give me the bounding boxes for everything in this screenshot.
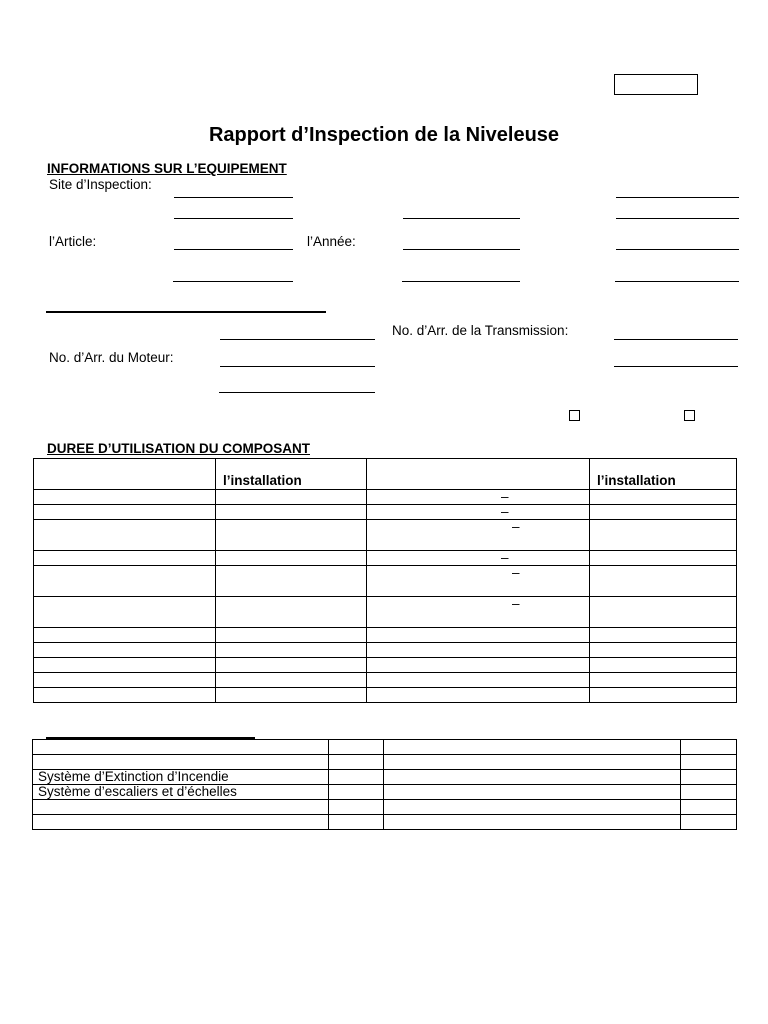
component-cell[interactable] (34, 643, 216, 658)
year-label: l’Année: (307, 234, 356, 249)
header-cell-installation-2: l’installation (590, 459, 737, 490)
systems-cell[interactable] (384, 785, 681, 800)
component-cell[interactable] (590, 505, 737, 520)
component-cell[interactable] (216, 566, 367, 597)
component-cell[interactable] (216, 520, 367, 551)
systems-cell[interactable] (384, 800, 681, 815)
component-row (34, 658, 737, 673)
component-cell[interactable] (367, 688, 590, 703)
component-cell[interactable] (367, 628, 590, 643)
component-cell[interactable] (590, 628, 737, 643)
range-dash: – (501, 489, 509, 504)
component-row (34, 673, 737, 688)
range-dash: – (501, 504, 509, 519)
field-line-engine-1[interactable] (220, 339, 375, 340)
system-name-cell: Système d’Extinction d’Incendie (33, 770, 329, 785)
form-number-box[interactable] (614, 74, 698, 95)
system-name-cell (33, 740, 329, 755)
site-label: Site d’Inspection: (49, 177, 152, 192)
systems-cell[interactable] (681, 815, 737, 830)
article-label: l’Article: (49, 234, 97, 249)
systems-row (33, 800, 737, 815)
systems-cell[interactable] (329, 755, 384, 770)
systems-table (32, 739, 737, 830)
component-cell[interactable] (34, 505, 216, 520)
component-cell[interactable] (590, 597, 737, 628)
component-cell[interactable] (34, 520, 216, 551)
range-dash: – (512, 596, 520, 611)
component-cell[interactable] (216, 643, 367, 658)
header-cell-installation-1: l’installation (216, 459, 367, 490)
transmission-label: No. d’Arr. de la Transmission: (392, 323, 569, 338)
component-cell[interactable] (34, 566, 216, 597)
systems-cell[interactable] (681, 785, 737, 800)
systems-row (33, 755, 737, 770)
systems-row (33, 740, 737, 755)
component-cell[interactable] (590, 658, 737, 673)
component-row (34, 688, 737, 703)
systems-cell[interactable] (384, 755, 681, 770)
component-cell[interactable] (34, 628, 216, 643)
component-table (33, 458, 737, 703)
systems-cell[interactable] (384, 770, 681, 785)
component-cell[interactable] (216, 505, 367, 520)
systems-cell[interactable] (329, 770, 384, 785)
component-header-row (34, 459, 737, 490)
field-line-engine-3[interactable] (219, 392, 375, 393)
component-cell[interactable] (367, 566, 590, 597)
engine-field-line[interactable] (220, 366, 375, 367)
systems-row (33, 785, 737, 800)
component-cell[interactable] (216, 658, 367, 673)
component-cell[interactable] (367, 597, 590, 628)
checkbox-1[interactable] (569, 410, 580, 421)
component-row (34, 566, 737, 597)
component-section-title: DUREE D’UTILISATION DU COMPOSANT (47, 441, 310, 456)
component-cell[interactable] (216, 490, 367, 505)
component-cell[interactable] (216, 688, 367, 703)
component-cell[interactable] (34, 490, 216, 505)
component-cell[interactable] (367, 505, 590, 520)
component-row (34, 551, 737, 566)
header-cell (367, 459, 590, 490)
component-row (34, 490, 737, 505)
component-cell[interactable] (34, 551, 216, 566)
systems-cell[interactable] (681, 800, 737, 815)
component-row (34, 505, 737, 520)
field-line-mid-2[interactable] (403, 218, 520, 219)
section-divider-line (46, 311, 326, 313)
component-row (34, 643, 737, 658)
component-cell[interactable] (590, 673, 737, 688)
field-line-right-4[interactable] (615, 281, 739, 282)
range-dash: – (512, 565, 520, 580)
field-line-left-2[interactable] (174, 218, 293, 219)
component-cell[interactable] (216, 551, 367, 566)
article-field-line[interactable] (174, 249, 293, 250)
component-cell[interactable] (216, 673, 367, 688)
range-dash: – (501, 550, 509, 565)
component-cell[interactable] (216, 628, 367, 643)
systems-cell[interactable] (329, 740, 384, 755)
field-line-right-5[interactable] (614, 366, 738, 367)
component-cell[interactable] (34, 658, 216, 673)
transmission-field-line[interactable] (614, 339, 738, 340)
range-dash: – (512, 519, 520, 534)
page-title: Rapport d’Inspection de la Niveleuse (208, 124, 560, 146)
field-line-right-1[interactable] (616, 197, 739, 198)
header-cell (34, 459, 216, 490)
system-name-cell: Système d’escaliers et d’échelles (33, 785, 329, 800)
field-line-left-4[interactable] (173, 281, 293, 282)
equipment-section-title: INFORMATIONS SUR L’EQUIPEMENT (47, 161, 287, 176)
system-name-cell (33, 755, 329, 770)
system-name-cell (33, 800, 329, 815)
systems-cell[interactable] (681, 770, 737, 785)
component-cell[interactable] (367, 658, 590, 673)
component-cell[interactable] (216, 597, 367, 628)
component-cell[interactable] (367, 643, 590, 658)
component-cell[interactable] (34, 597, 216, 628)
component-row (34, 520, 737, 551)
systems-cell[interactable] (384, 740, 681, 755)
component-cell[interactable] (367, 490, 590, 505)
checkbox-2[interactable] (684, 410, 695, 421)
field-line-right-2[interactable] (616, 218, 739, 219)
systems-row (33, 770, 737, 785)
component-cell[interactable] (34, 688, 216, 703)
year-field-line[interactable] (403, 249, 520, 250)
component-cell[interactable] (367, 673, 590, 688)
field-line-right-3[interactable] (616, 249, 739, 250)
component-row (34, 597, 737, 628)
component-cell[interactable] (367, 551, 590, 566)
component-row (34, 628, 737, 643)
site-field-line[interactable] (174, 197, 293, 198)
component-cell[interactable] (590, 520, 737, 551)
component-cell[interactable] (590, 566, 737, 597)
systems-cell[interactable] (681, 740, 737, 755)
systems-row (33, 815, 737, 830)
systems-cell[interactable] (384, 815, 681, 830)
system-name-cell (33, 815, 329, 830)
component-cell[interactable] (590, 643, 737, 658)
component-cell[interactable] (590, 490, 737, 505)
component-cell[interactable] (34, 673, 216, 688)
systems-cell[interactable] (681, 755, 737, 770)
engine-label: No. d’Arr. du Moteur: (49, 350, 174, 365)
systems-cell[interactable] (329, 785, 384, 800)
component-cell[interactable] (367, 520, 590, 551)
systems-cell[interactable] (329, 800, 384, 815)
field-line-mid-4[interactable] (402, 281, 520, 282)
systems-cell[interactable] (329, 815, 384, 830)
component-cell[interactable] (590, 688, 737, 703)
component-cell[interactable] (590, 551, 737, 566)
